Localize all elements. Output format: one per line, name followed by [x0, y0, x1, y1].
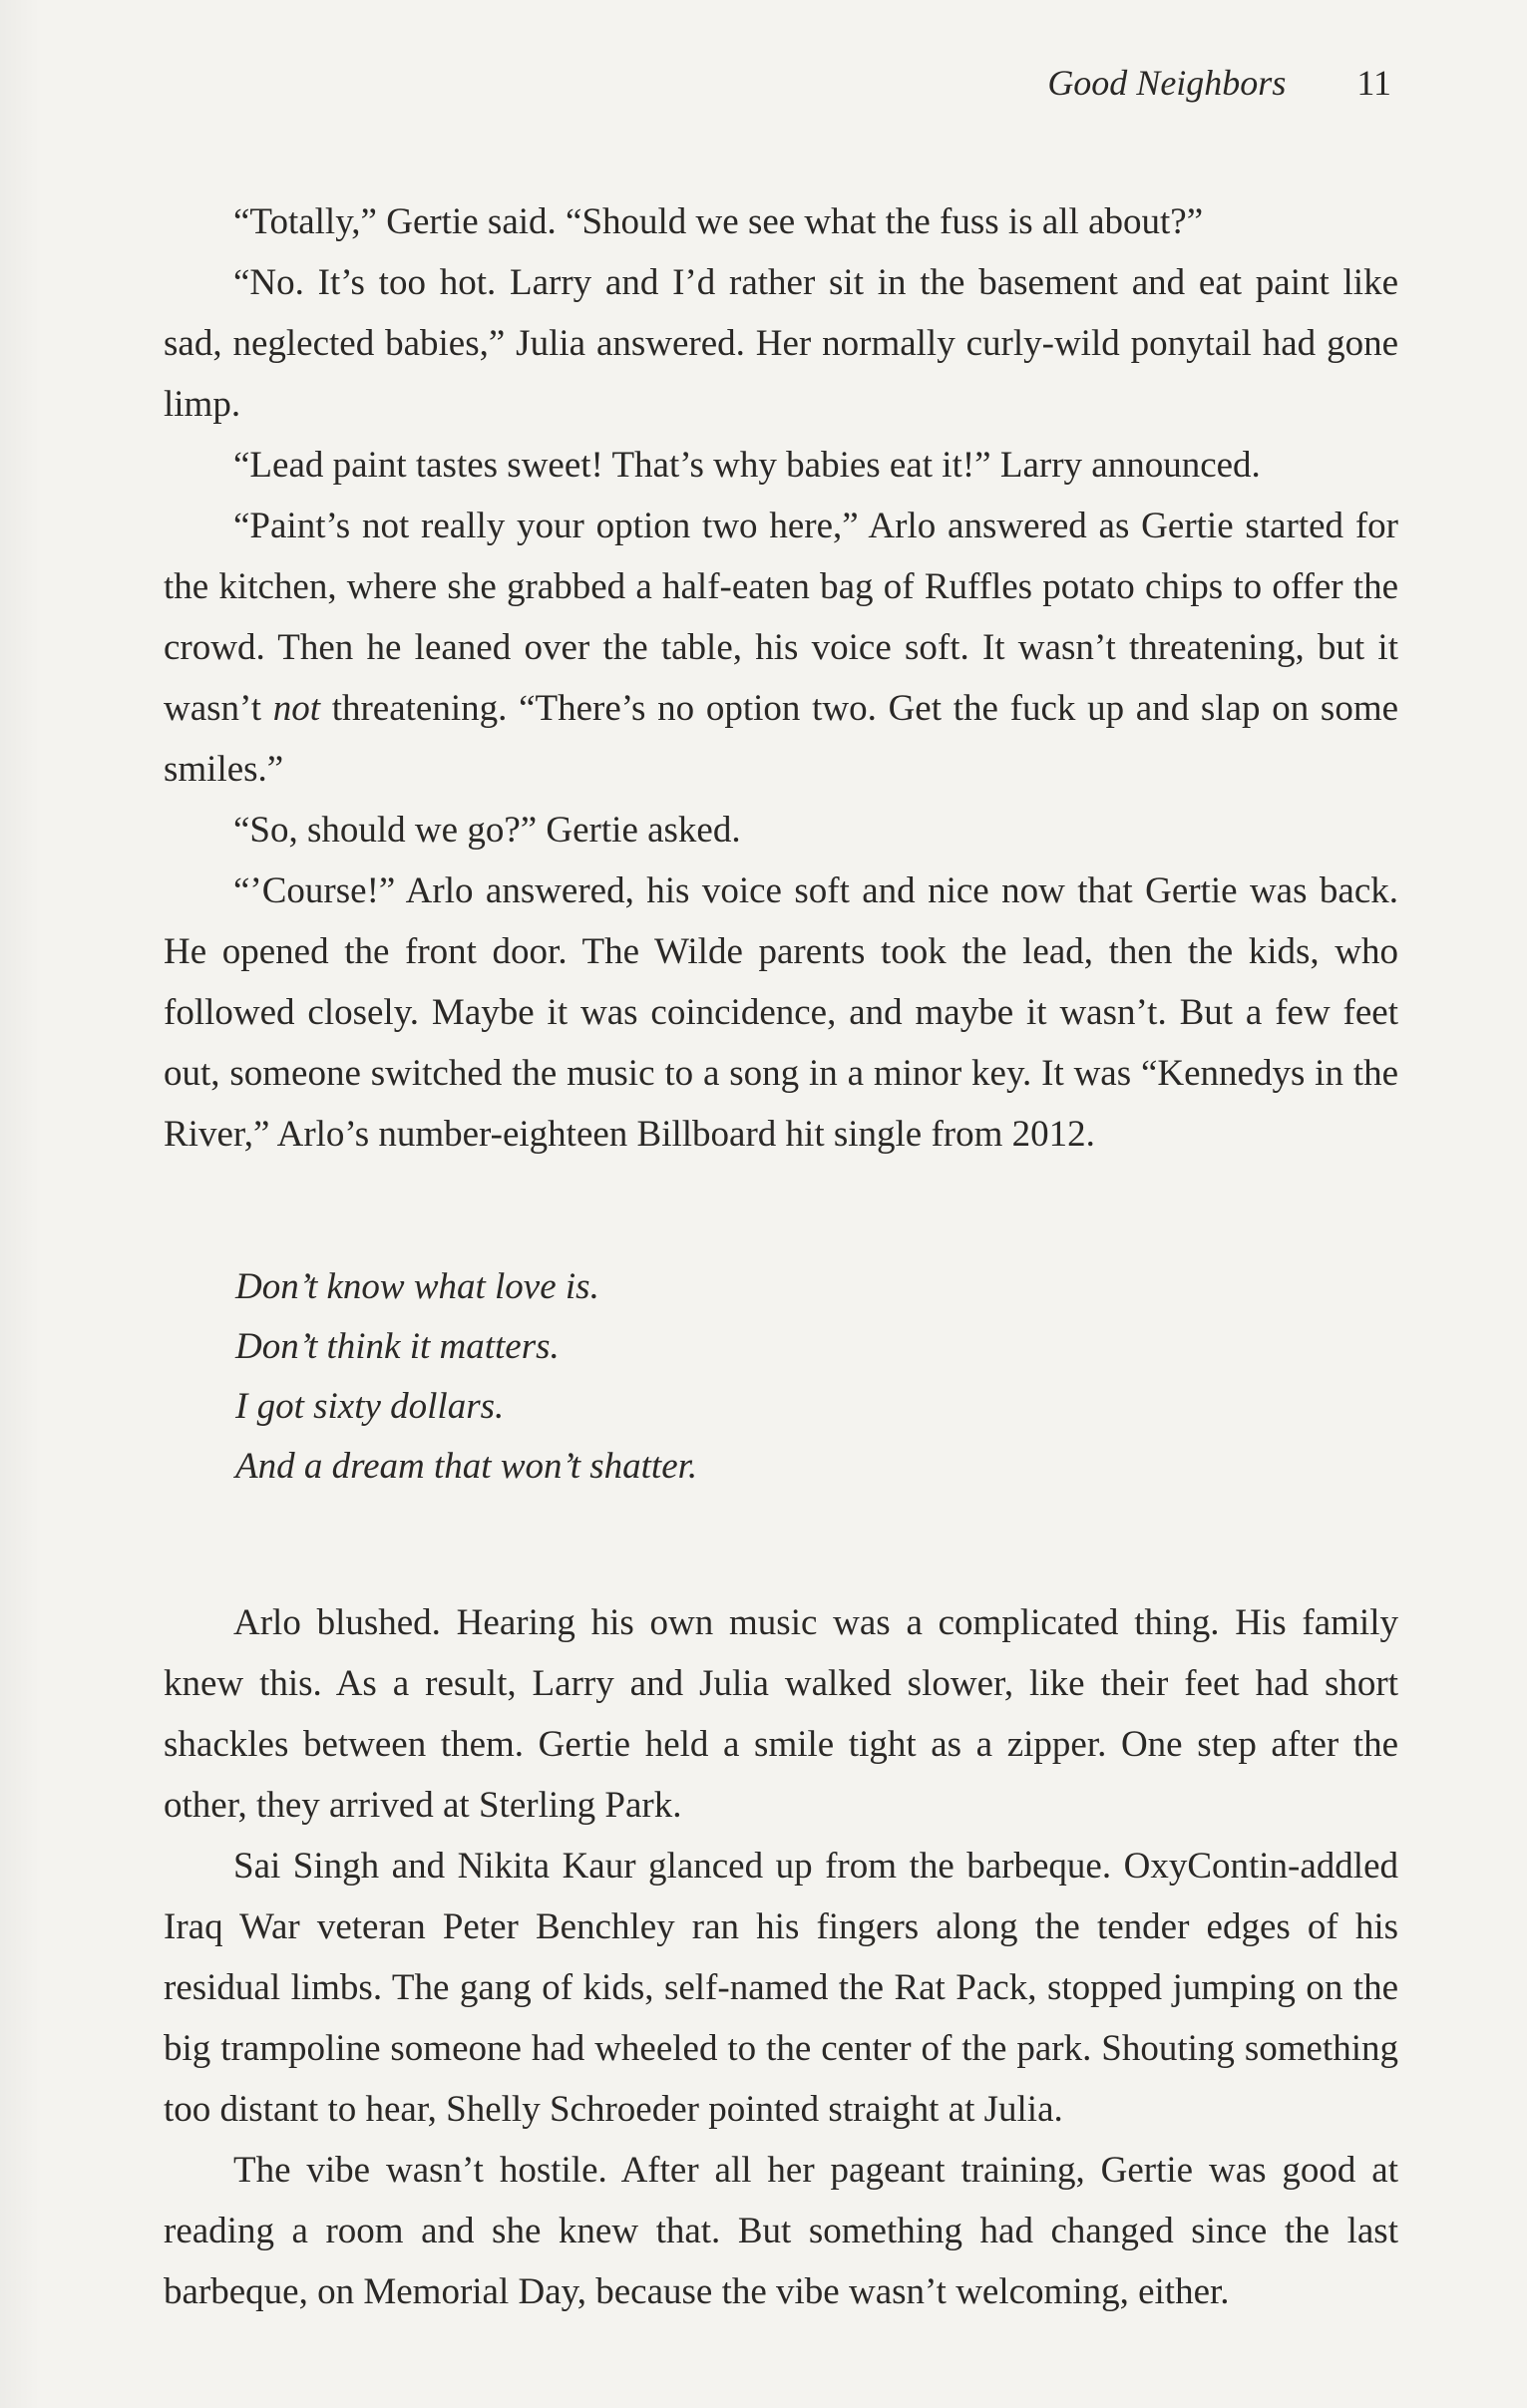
paragraph: Arlo blushed. Hearing his own music was a complicated thing. His family knew this. As a result, Larry and Julia walked slower, like their feet had short shackles between them. Gertie held a smile tight as a zipper. One step after the other, they arrived at Sterling Park.: [164, 1602, 1398, 1826]
paragraph: “Totally,” Gertie said. “Should we see what the fuss is all about?”: [233, 201, 1204, 242]
running-header: [1047, 62, 1391, 104]
paragraph: “’Course!” Arlo answered, his voice soft and nice now that Gertie was back. He opened the front door. The Wilde parents took the lead, then the kids, who followed closely. Maybe it was coincidence, and maybe it wasn’t. But a few feet out, someone switched the music to a song in a minor key. It was “Kennedys in the River,” Arlo’s number-eighteen Billboard hit single from 2012.: [164, 870, 1398, 1155]
paragraph: The vibe wasn’t hostile. After all her pageant training, Gertie was good at reading a room and she knew that. But something had changed since the last barbeque, on Memorial Day, because the vibe wasn’t welcoming, either.: [164, 2150, 1398, 2312]
lyric-line: And a dream that won’t shatter.: [235, 1446, 698, 1487]
paragraph: “Lead paint tastes sweet! That’s why babies eat it!” Larry announced.: [233, 445, 1261, 486]
lyric-line: Don’t think it matters.: [235, 1326, 560, 1367]
page-number: 11: [1356, 63, 1391, 103]
paragraph: [164, 496, 1398, 800]
song-lyrics: [235, 1257, 1398, 1497]
paragraph: Sai Singh and Nikita Kaur glanced up from the barbeque. OxyContin-addled Iraq War veteran Peter Benchley ran his fingers along the tender edges of his residual limbs. The gang of kids, self-named the Rat Pack, stopped jumping on the big trampoline someone had wheeled to the center of the park. Shouting something too distant to hear, Shelly Schroeder pointed straight at Julia.: [164, 1846, 1398, 2130]
paragraph-text: threatening. “There’s no option two. Get the fuck up and slap on some smiles.”: [164, 688, 1399, 790]
running-title: Good Neighbors: [1047, 63, 1287, 103]
paragraph-text: “Paint’s not really your option two here,” Arlo answered as Gertie started for the kitchen, where she grabbed a half-eaten bag of Ruffles potato chips to offer the crowd. Then he leaned over the table, his voice soft. It wasn’t threatening, but it wasn’t: [164, 506, 1398, 729]
lyric-line: I got sixty dollars.: [235, 1386, 505, 1427]
paragraph: “No. It’s too hot. Larry and I’d rather sit in the basement and eat paint like sad, neglected babies,” Julia answered. Her normally curly-wild ponytail had gone limp.: [164, 262, 1398, 425]
paragraph: “So, should we go?” Gertie asked.: [233, 810, 741, 851]
body-text: [164, 191, 1398, 2322]
italic-emphasis: not: [272, 688, 320, 729]
lyric-line: Don’t know what love is.: [235, 1266, 599, 1307]
